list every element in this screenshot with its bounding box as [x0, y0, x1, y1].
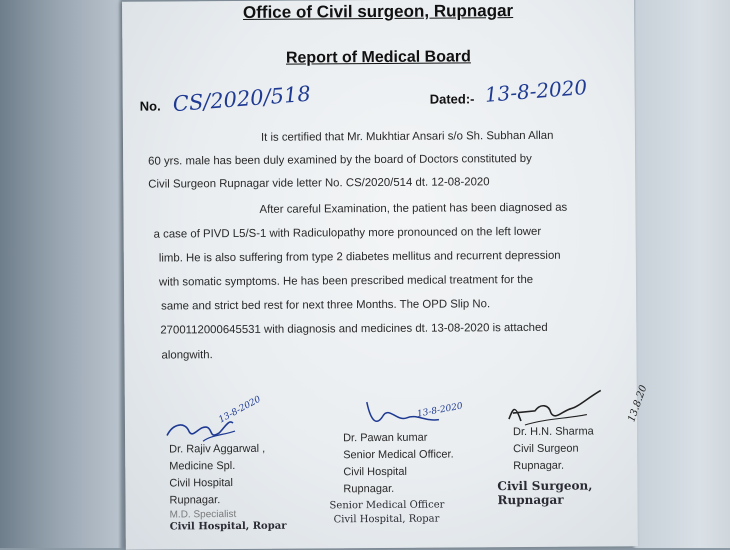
medical-board-report-page	[122, 0, 650, 550]
signatory-pawan-kumar	[343, 429, 454, 498]
body-line: It is certified that Mr. Mukhtiar Ansari s/o Sh. Subhan Allan	[260, 129, 554, 144]
signatory-line: Civil Hospital	[343, 465, 407, 479]
signatory-line: Civil Surgeon	[513, 442, 579, 456]
left-stamp-line: M.D. Specialist	[169, 509, 237, 521]
office-heading: Office of Civil surgeon, Rupnagar	[242, 1, 514, 22]
signature-date: 13-8-2020	[217, 394, 263, 426]
body-line: limb. He is also suffering from type 2 diabetes mellitus and recurrent depression	[158, 249, 561, 265]
signatory-rajiv-aggarwal	[169, 441, 265, 510]
civil-surgeon-stamp: Civil Surgeon, Rupnagar	[497, 478, 593, 508]
signatory-line: Dr. Rajiv Aggarwal ,	[169, 442, 266, 456]
handwritten-date: 13-8-2020	[483, 74, 589, 107]
body-line: 60 yrs. male has been duly examined by the board of Doctors constituted by	[148, 152, 532, 168]
body-line: Civil Surgeon Rupnagar vide letter No. CS/2020/514 dt. 12-08-2020	[148, 176, 490, 191]
body-line: alongwith.	[161, 349, 213, 362]
left-stamp-line: Civil Hospital, Ropar	[169, 520, 287, 533]
signature-date: 13.8.20	[626, 383, 650, 424]
signatory-line: Civil Hospital	[169, 477, 233, 490]
dated-label: Dated:-	[429, 91, 475, 107]
signatory-line: Dr. H.N. Sharma	[512, 425, 594, 439]
signature-date: 13-8-2020	[416, 401, 464, 420]
body-line: with somatic symptoms. He has been prescribed medical treatment for the	[158, 273, 534, 289]
signatory-line: Dr. Pawan kumar	[343, 431, 428, 445]
signatory-hn-sharma	[513, 424, 594, 476]
signatory-line: Rupnagar.	[513, 459, 565, 473]
body-line: same and strict bed rest for next three Months. The OPD Slip No.	[161, 298, 491, 313]
signatory-line: Senior Medical Officer.	[343, 448, 454, 462]
number-label: No.	[139, 98, 161, 114]
body-line: 2700112000645531 with diagnosis and medicines dt. 13-08-2020 is attached	[160, 321, 548, 337]
signatory-line: Rupnagar.	[169, 494, 221, 507]
signatory-line: Rupnagar.	[343, 482, 395, 496]
mid-stamp-line: Senior Medical Officer	[329, 499, 445, 512]
report-title: Report of Medical Board	[285, 48, 471, 67]
signatory-line: Medicine Spl.	[169, 460, 236, 473]
body-line: After careful Examination, the patient has been diagnosed as	[259, 201, 568, 216]
mid-stamp-line: Civil Hospital, Ropar	[333, 513, 440, 526]
body-line: a case of PIVD L5/S-1 with Radiculopathy more pronounced on the left lower	[153, 225, 542, 241]
handwritten-number: CS/2020/518	[171, 81, 312, 117]
